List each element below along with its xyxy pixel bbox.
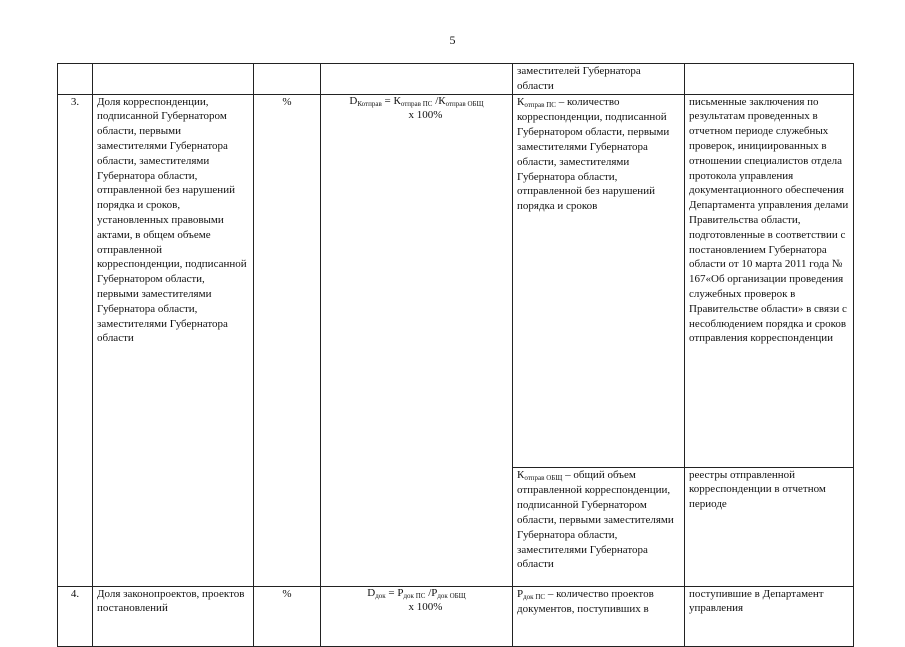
cell-empty <box>93 64 254 95</box>
formula: $D_{док} = Р_{док ПС}$ $/Р_{док ОБЩ}$ х 100% <box>367 586 466 613</box>
table-row-4 <box>58 586 854 646</box>
indicator-name: Доля законопроектов, проектов постановлений <box>93 586 254 646</box>
formula: $D_{Котправ} = К_{отправ ПС}$ $/К_{отправ ОБЩ}$ х 100% <box>349 94 484 121</box>
cell-empty <box>321 64 513 95</box>
unit-cell: % <box>254 94 321 586</box>
table-row-3a <box>58 94 854 467</box>
data-source: письменные заключения по результатам проведенных в отчетном периоде служебных проверок, инициированных в отношении специалистов отдела протокола управления документационного обеспечения Департамента управления делами Правительства области, подготовленные в соответствии с постановлением Губернатора области от 10 марта 2011 года № 167«Об организации проведения служебных проверок в Правительстве области» в связи с несоблюдением порядка и сроков отправления корреспонденции <box>685 94 854 467</box>
data-source: реестры отправленной корреспонденции в отчетном периоде <box>685 467 854 586</box>
indicators-table <box>57 63 854 647</box>
unit-cell: % <box>254 586 321 646</box>
cell-empty <box>58 64 93 95</box>
variable-definition: $Р_{док ПС}$ – количество проектов документов, поступивших в <box>513 586 685 646</box>
formula-cell <box>321 586 513 646</box>
page-number: 5 <box>449 33 456 47</box>
row-number: 4. <box>58 586 93 646</box>
variable-definition: $К_{отправ ОБЩ}$ – общий объем отправленной корреспонденции, подписанной Губернатором области, первыми заместителями Губернатора области, заместителями Губернатора области <box>513 467 685 586</box>
variable-definition: $К_{отправ ПС}$ – количество корреспонденции, подписанной Губернатором области, первыми заместителями Губернатора области, заместителями Губернатора области, отправленной без нарушений порядка и сроков <box>513 94 685 467</box>
row-number: 3. <box>58 94 93 586</box>
data-source: поступившие в Департамент управления <box>685 586 854 646</box>
cell-empty <box>254 64 321 95</box>
formula-cell <box>321 94 513 586</box>
table-row-continuation <box>58 64 854 95</box>
indicator-name: Доля корреспонденции, подписанной Губернатором области, первыми заместителями Губернатора области, заместителями Губернатора области, отправленной без нарушений порядка и сроков, установленных правовыми актами, в общем объеме отправленной корреспонденции, подписанной Губернатором области, первыми заместителями Губернатора области, заместителями Губернатора области <box>93 94 254 586</box>
cell-measure-tail: заместителей Губернатора области <box>513 64 685 95</box>
cell-empty <box>685 64 854 95</box>
